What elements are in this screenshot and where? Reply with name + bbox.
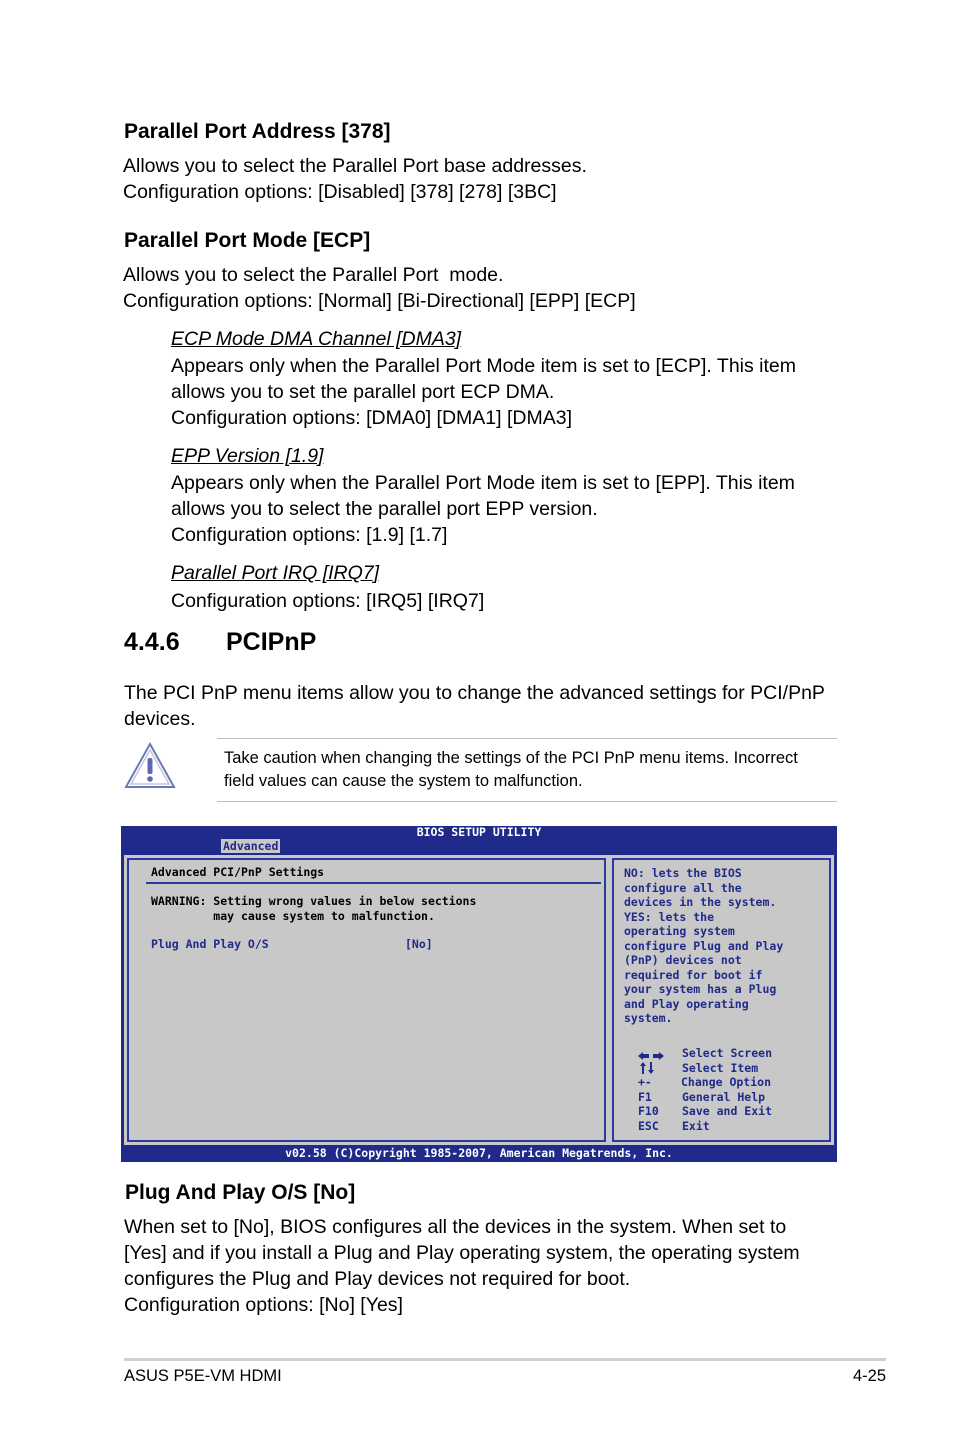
bios-help-line: devices in the system. bbox=[624, 895, 777, 909]
subitem-text-line: Appears only when the Parallel Port Mode item is set to [ECP]. This item bbox=[171, 355, 796, 377]
bios-key-label: ESC bbox=[638, 1118, 659, 1133]
bios-help-line: configure Plug and Play bbox=[624, 938, 784, 953]
section-heading-plug-and-play: Plug And Play O/S [No] bbox=[125, 1181, 356, 1204]
bios-main-panel bbox=[124, 855, 609, 1145]
bios-item-plug-and-play[interactable]: Plug And Play O/S bbox=[151, 937, 269, 951]
bios-key-action: General Help bbox=[682, 1089, 766, 1104]
section-heading-parallel-port-address: Parallel Port Address [378] bbox=[124, 120, 391, 143]
subitem-text-line: Configuration options: [1.9] [1.7] bbox=[171, 524, 448, 546]
bios-help-line: (PnP) devices not bbox=[624, 953, 742, 967]
intro-text-line: devices. bbox=[124, 708, 196, 730]
bios-help-panel bbox=[609, 855, 834, 1145]
bios-help-line: NO: lets the BIOS bbox=[624, 866, 742, 880]
subitem-text-line: allows you to select the parallel port EPP version. bbox=[171, 498, 598, 520]
caution-bottom-rule bbox=[217, 801, 837, 802]
warning-triangle-icon bbox=[124, 741, 176, 791]
bios-warning-line: WARNING: Setting wrong values in below sections bbox=[151, 894, 477, 908]
footer-rule bbox=[124, 1358, 886, 1361]
bios-item-value[interactable]: [No] bbox=[405, 937, 433, 951]
section-text-line: Configuration options: [Disabled] [378] [278] [3BC] bbox=[123, 181, 557, 203]
section-text-line: Allows you to select the Parallel Port base addresses. bbox=[123, 155, 587, 177]
pnp-text-line: Configuration options: [No] [Yes] bbox=[124, 1294, 403, 1316]
up-down-arrows-icon bbox=[639, 1061, 655, 1073]
bios-footer: v02.58 (C)Copyright 1985-2007, American Megatrends, Inc. bbox=[285, 1146, 673, 1160]
bios-key-action: Select Screen bbox=[682, 1046, 773, 1060]
subitem-heading-ecp-dma: ECP Mode DMA Channel [DMA3] bbox=[171, 328, 462, 350]
subitem-heading-parallel-port-irq: Parallel Port IRQ [IRQ7] bbox=[171, 562, 380, 584]
caution-text-line: Take caution when changing the settings of the PCI PnP menu items. Incorrect bbox=[224, 749, 798, 767]
footer-product: ASUS P5E-VM HDMI bbox=[124, 1367, 282, 1385]
bios-help-line: configure all the bbox=[624, 880, 742, 895]
bios-tab-advanced[interactable]: Advanced bbox=[223, 839, 279, 853]
pnp-text-line: configures the Plug and Play devices not required for boot. bbox=[124, 1268, 631, 1290]
section-number: 4.4.6 bbox=[124, 628, 180, 656]
bios-key-label: F10 bbox=[638, 1104, 659, 1118]
bios-screen bbox=[121, 826, 837, 1162]
pnp-text-line: When set to [No], BIOS configures all the devices in the system. When set to bbox=[124, 1216, 787, 1238]
intro-text-line: The PCI PnP menu items allow you to change the advanced settings for PCI/PnP bbox=[124, 682, 825, 704]
bios-key-action: Change Option bbox=[681, 1075, 772, 1089]
bios-key-action: Exit bbox=[682, 1118, 710, 1133]
bios-key-action: Save and Exit bbox=[682, 1104, 773, 1118]
bios-help-line: operating system bbox=[624, 924, 735, 938]
caution-top-rule bbox=[217, 738, 837, 739]
bios-key-label: F1 bbox=[638, 1089, 652, 1104]
bios-warning-line: may cause system to malfunction. bbox=[151, 909, 435, 923]
section-heading-parallel-port-mode: Parallel Port Mode [ECP] bbox=[124, 229, 371, 252]
bios-panel-divider bbox=[146, 882, 601, 884]
bios-help-line: system. bbox=[624, 1011, 673, 1025]
pnp-text-line: [Yes] and if you install a Plug and Play operating system, the operating system bbox=[124, 1242, 800, 1264]
bios-help-line: and Play operating bbox=[624, 996, 749, 1011]
bios-title: BIOS SETUP UTILITY bbox=[416, 825, 542, 839]
caution-text-line: field values can cause the system to malfunction. bbox=[224, 772, 583, 790]
section-text-line: Allows you to select the Parallel Port mode. bbox=[123, 264, 504, 286]
subitem-text-line: allows you to set the parallel port ECP DMA. bbox=[171, 381, 555, 403]
subitem-heading-epp-version: EPP Version [1.9] bbox=[171, 445, 324, 467]
bios-panel-title: Advanced PCI/PnP Settings bbox=[151, 865, 325, 879]
footer-page-number: 4-25 bbox=[852, 1367, 886, 1385]
section-title: PCIPnP bbox=[226, 628, 317, 656]
left-right-arrows-icon bbox=[638, 1048, 664, 1058]
bios-help-line: required for boot if bbox=[624, 967, 763, 982]
bios-key-action: Select Item bbox=[682, 1060, 759, 1075]
subitem-text-line: Configuration options: [IRQ5] [IRQ7] bbox=[171, 590, 485, 612]
subitem-text-line: Appears only when the Parallel Port Mode item is set to [EPP]. This item bbox=[171, 472, 795, 494]
section-text-line: Configuration options: [Normal] [Bi-Directional] [EPP] [ECP] bbox=[123, 290, 636, 312]
bios-key-label: +- bbox=[638, 1075, 652, 1089]
subitem-text-line: Configuration options: [DMA0] [DMA1] [DMA3] bbox=[171, 407, 572, 429]
bios-help-line: your system has a Plug bbox=[624, 982, 777, 996]
bios-help-line: YES: lets the bbox=[624, 909, 715, 924]
